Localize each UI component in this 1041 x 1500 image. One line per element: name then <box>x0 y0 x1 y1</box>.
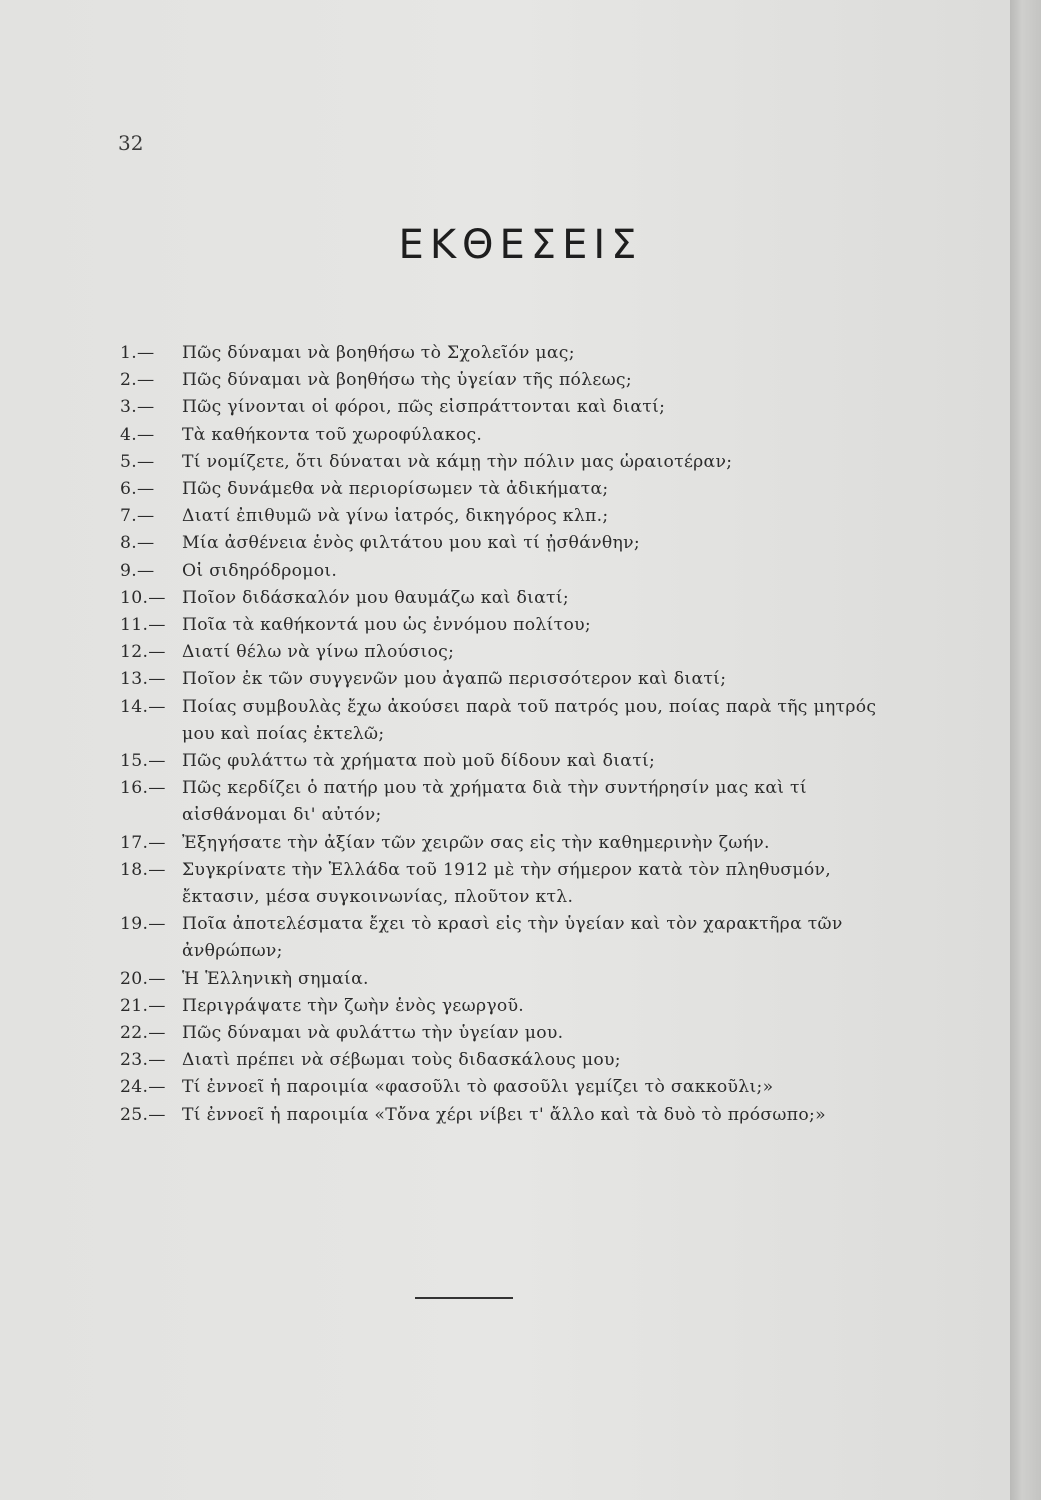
item-number: 14.— <box>120 696 166 717</box>
item-number: 12.— <box>120 642 166 663</box>
item-text: Ἡ Ἑλληνικὴ σημαία. <box>182 968 369 989</box>
item-text: Τί ἐννοεῖ ἡ παροιμία «φασοῦλι τὸ φασοῦλι γεμίζει τὸ σακκοῦλι;» <box>182 1077 774 1098</box>
page-title: ΕΚΘΕΣΕΙΣ <box>398 222 643 268</box>
list-item <box>120 966 900 993</box>
item-number: 11.— <box>120 615 166 636</box>
list-item <box>120 558 900 585</box>
item-number: 16.— <box>120 778 166 799</box>
list-item <box>120 1047 900 1074</box>
closing-rule <box>415 1297 513 1299</box>
list-item <box>120 694 900 748</box>
list-item <box>120 1074 900 1101</box>
item-text: Πῶς δύναμαι νὰ φυλάττω τὴν ὑγείαν μου. <box>182 1023 564 1044</box>
item-number: 15.— <box>120 751 166 772</box>
item-text: Μία ἀσθένεια ἑνὸς φιλτάτου μου καὶ τί ᾐσθάνθην; <box>182 533 640 554</box>
list-item <box>120 340 900 367</box>
item-text: Περιγράψατε τὴν ζωὴν ἑνὸς γεωργοῦ. <box>182 995 525 1016</box>
item-number: 25.— <box>120 1104 166 1125</box>
list-item <box>120 639 900 666</box>
list-item <box>120 449 900 476</box>
list-item <box>120 367 900 394</box>
list-item <box>120 857 900 911</box>
item-text: Τί ἐννοεῖ ἡ παροιμία «Τὄνα χέρι νίβει τ' ἄλλο καὶ τὰ δυὸ τὸ πρόσωπο;» <box>182 1104 826 1125</box>
list-item <box>120 585 900 612</box>
item-number: 24.— <box>120 1077 166 1098</box>
item-text: Διατί θέλω νὰ γίνω πλούσιος; <box>182 642 455 663</box>
item-text: Διατὶ πρέπει νὰ σέβωμαι τοὺς διδασκάλους μου; <box>182 1050 621 1071</box>
item-number: 5.— <box>120 451 155 472</box>
page-number: 32 <box>118 131 144 155</box>
item-number: 19.— <box>120 914 166 935</box>
item-text: Τί νομίζετε, ὅτι δύναται νὰ κάμῃ τὴν πόλιν μας ὡραιοτέραν; <box>182 451 733 472</box>
item-number: 9.— <box>120 560 155 581</box>
item-text: Ποίας συμβουλὰς ἔχω ἀκούσει παρὰ τοῦ πατρός μου, ποίας παρὰ τῆς μητρός μου καὶ ποίας ἐκτελῶ; <box>182 696 877 744</box>
list-item <box>120 666 900 693</box>
item-number: 8.— <box>120 533 155 554</box>
list-item <box>120 830 900 857</box>
list-item <box>120 993 900 1020</box>
item-text: Ποῖον διδάσκαλόν μου θαυμάζω καὶ διατί; <box>182 587 569 608</box>
item-text: Ποῖα ἀποτελέσματα ἔχει τὸ κρασὶ εἰς τὴν ὑγείαν καὶ τὸν χαρακτῆρα τῶν ἀνθρώπων; <box>182 914 843 962</box>
item-number: 23.— <box>120 1050 166 1071</box>
list-item <box>120 748 900 775</box>
item-number: 13.— <box>120 669 166 690</box>
list-item <box>120 476 900 503</box>
essay-topic-list <box>120 340 900 1129</box>
list-item <box>120 422 900 449</box>
item-text: Πῶς δυνάμεθα νὰ περιορίσωμεν τὰ ἀδικήματα; <box>182 479 609 500</box>
item-text: Ἐξηγήσατε τὴν ἀξίαν τῶν χειρῶν σας εἰς τὴν καθημερινὴν ζωήν. <box>182 832 770 853</box>
item-text: Πῶς δύναμαι νὰ βοηθήσω τὴς ὑγείαν τῆς πόλεως; <box>182 370 632 391</box>
item-number: 21.— <box>120 995 166 1016</box>
item-text: Ποῖα τὰ καθήκοντά μου ὡς ἐννόμου πολίτου; <box>182 615 591 636</box>
item-number: 2.— <box>120 370 155 391</box>
item-text: Οἱ σιδηρόδρομοι. <box>182 560 338 581</box>
item-number: 1.— <box>120 343 155 363</box>
list-item <box>120 911 900 965</box>
item-number: 7.— <box>120 506 155 527</box>
item-number: 20.— <box>120 968 166 989</box>
list-item <box>120 1102 900 1129</box>
item-text: Ποῖον ἐκ τῶν συγγενῶν μου ἀγαπῶ περισσότερον καὶ διατί; <box>182 669 727 690</box>
item-number: 22.— <box>120 1023 166 1044</box>
item-text: Πῶς κερδίζει ὁ πατήρ μου τὰ χρήματα διὰ τὴν συντήρησίν μας καὶ τί αἰσθάνομαι δι' αὐτόν; <box>182 778 807 826</box>
item-number: 3.— <box>120 397 155 418</box>
item-number: 4.— <box>120 424 155 445</box>
list-item <box>120 530 900 557</box>
list-item <box>120 1020 900 1047</box>
list-item <box>120 394 900 421</box>
list-item <box>120 503 900 530</box>
item-number: 18.— <box>120 859 166 880</box>
item-number: 17.— <box>120 832 166 853</box>
item-number: 10.— <box>120 587 166 608</box>
item-text: Διατί ἐπιθυμῶ νὰ γίνω ἰατρός, δικηγόρος κλπ.; <box>182 506 609 527</box>
list-item <box>120 612 900 639</box>
item-text: Συγκρίνατε τὴν Ἑλλάδα τοῦ 1912 μὲ τὴν σήμερον κατὰ τὸν πληθυσμόν, ἔκτασιν, μέσα συγκοινωνίας, πλοῦτον κτλ. <box>182 859 832 908</box>
item-text: Πῶς φυλάττω τὰ χρήματα ποὺ μοῦ δίδουν καὶ διατί; <box>182 751 656 772</box>
item-text: Τὰ καθήκοντα τοῦ χωροφύλακος. <box>182 424 483 445</box>
item-text: Πῶς γίνονται οἱ φόροι, πῶς εἰσπράττονται καὶ διατί; <box>182 397 666 418</box>
item-text: Πῶς δύναμαι νὰ βοηθήσω τὸ Σχολεῖόν μας; <box>182 343 575 363</box>
list-item <box>120 775 900 829</box>
item-number: 6.— <box>120 479 155 500</box>
